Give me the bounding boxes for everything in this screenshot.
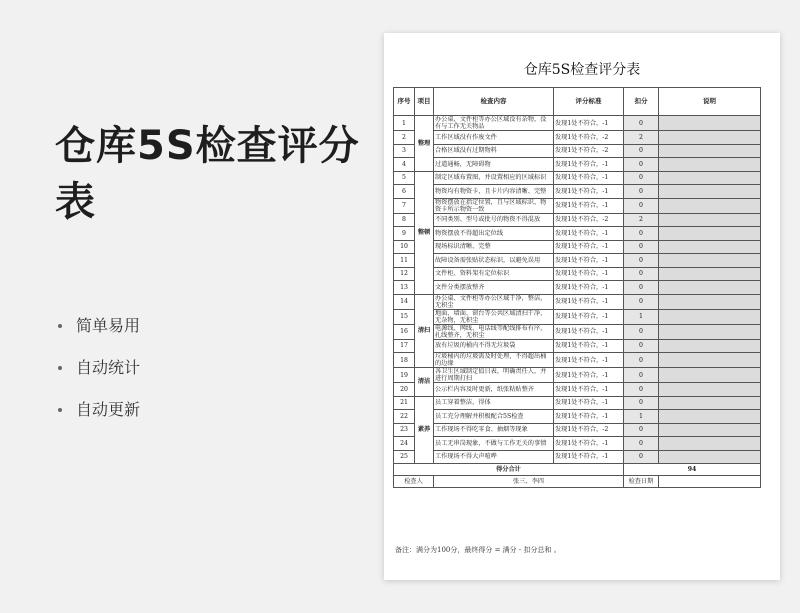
deduction-cell[interactable]: 0: [624, 185, 659, 199]
score-table: [393, 87, 761, 488]
deduction-cell[interactable]: 0: [624, 396, 659, 410]
deduction-cell[interactable]: 0: [624, 353, 659, 368]
check-content: 办公桌、文件柜等办公区域干净，整洁，无积尘: [434, 294, 554, 309]
row-no: 1: [394, 116, 415, 131]
row-no: 6: [394, 185, 415, 199]
total-label: 得分合计: [394, 464, 624, 476]
sheet-title: 仓库5S检查评分表: [523, 62, 641, 78]
check-content: 办公桌、文件柜等办公区域没有杂物，没有与工作无关物品: [434, 116, 554, 131]
inspector-label: 检查人: [394, 476, 434, 488]
note-cell[interactable]: [659, 171, 761, 185]
deduction-cell[interactable]: 0: [624, 116, 659, 131]
table-row: [394, 227, 761, 241]
deduction-cell[interactable]: 0: [624, 240, 659, 254]
note-cell[interactable]: [659, 281, 761, 295]
deduction-cell[interactable]: 0: [624, 171, 659, 185]
row-no: 5: [394, 171, 415, 185]
feature-item: [58, 312, 140, 354]
score-standard: 发现1处不符合，-1: [554, 227, 624, 241]
check-content: 不同类别、型号或批号的物资不得混放: [434, 213, 554, 227]
deduction-cell[interactable]: 0: [624, 368, 659, 383]
date-value[interactable]: [659, 476, 761, 488]
check-content: 合格区域没有过期物料: [434, 144, 554, 158]
score-standard: 发现1处不符合，-1: [554, 240, 624, 254]
check-content: 电源线、网线、电话线等配线排布有序，扎线整齐，无积尘: [434, 324, 554, 339]
check-content: 员工穿着整洁、得体: [434, 396, 554, 410]
feature-label: 自动更新: [76, 400, 141, 419]
feature-label: 自动统计: [76, 358, 141, 377]
check-content: 员工充分理解并积极配合5S检查: [434, 410, 554, 424]
score-standard: 发现1处不符合，-1: [554, 158, 624, 172]
note-cell[interactable]: [659, 368, 761, 383]
header-standard: 评分标准: [554, 88, 624, 116]
inspector-row: [394, 476, 761, 488]
header-note: 说明: [659, 88, 761, 116]
score-standard: 发现1处不符合，-2: [554, 144, 624, 158]
row-no: 2: [394, 131, 415, 145]
score-standard: 发现1处不符合，-2: [554, 423, 624, 437]
deduction-cell[interactable]: 0: [624, 339, 659, 353]
check-content: 过道通畅，无障碍物: [434, 158, 554, 172]
score-standard: 发现1处不符合，-2: [554, 131, 624, 145]
remark-text: 备注：满分为100分，最终得分 = 满分 - 扣分总和 。: [395, 546, 561, 554]
bullet-dot-icon: [58, 324, 62, 328]
header-content: 检查内容: [434, 88, 554, 116]
note-cell[interactable]: [659, 240, 761, 254]
table-row: [394, 198, 761, 213]
deduction-cell[interactable]: 2: [624, 213, 659, 227]
note-cell[interactable]: [659, 158, 761, 172]
table-row: [394, 353, 761, 368]
row-no: 20: [394, 383, 415, 397]
deduction-cell[interactable]: 0: [624, 450, 659, 464]
check-content: 物资摆放不得超出定位线: [434, 227, 554, 241]
category-label: 整顿: [415, 171, 434, 294]
table-row: [394, 267, 761, 281]
deduction-cell[interactable]: 1: [624, 309, 659, 324]
score-standard: 发现1处不符合，-1: [554, 171, 624, 185]
note-cell[interactable]: [659, 213, 761, 227]
row-no: 10: [394, 240, 415, 254]
row-no: 17: [394, 339, 415, 353]
spreadsheet-preview: [384, 33, 780, 580]
header-score: 扣分: [624, 88, 659, 116]
score-standard: 发现1处不符合，-1: [554, 185, 624, 199]
bullet-dot-icon: [58, 366, 62, 370]
table-row: [394, 158, 761, 172]
category-label: 清洁: [415, 368, 434, 397]
row-no: 12: [394, 267, 415, 281]
feature-list: [58, 312, 140, 438]
inspector-value[interactable]: 张三、李四: [434, 476, 624, 488]
score-standard: 发现1处不符合，-1: [554, 281, 624, 295]
deduction-cell[interactable]: 0: [624, 254, 659, 268]
table-row: [394, 185, 761, 199]
score-standard: 发现1处不符合，-1: [554, 437, 624, 451]
table-row: [394, 116, 761, 131]
table-row: [394, 254, 761, 268]
note-cell[interactable]: [659, 423, 761, 437]
total-value: 94: [624, 464, 761, 476]
check-content: 现场标识清晰、完整: [434, 240, 554, 254]
score-standard: 发现1处不符合，-1: [554, 294, 624, 309]
note-cell[interactable]: [659, 116, 761, 131]
row-no: 19: [394, 368, 415, 383]
score-standard: 发现1处不符合，-2: [554, 213, 624, 227]
score-standard: 发现1处不符合，-1: [554, 450, 624, 464]
note-cell[interactable]: [659, 410, 761, 424]
score-standard: 发现1处不符合，-1: [554, 410, 624, 424]
note-cell[interactable]: [659, 437, 761, 451]
row-no: 13: [394, 281, 415, 295]
check-content: 工作区域没有作废文件: [434, 131, 554, 145]
table-row: [394, 171, 761, 185]
deduction-cell[interactable]: 0: [624, 423, 659, 437]
note-cell[interactable]: [659, 396, 761, 410]
row-no: 24: [394, 437, 415, 451]
category-label: 整理: [415, 116, 434, 172]
row-no: 9: [394, 227, 415, 241]
deduction-cell[interactable]: 0: [624, 144, 659, 158]
feature-label: 简单易用: [76, 316, 141, 335]
row-no: 4: [394, 158, 415, 172]
deduction-cell[interactable]: 0: [624, 437, 659, 451]
table-row: [394, 281, 761, 295]
table-row: [394, 294, 761, 309]
note-cell[interactable]: [659, 309, 761, 324]
row-no: 23: [394, 423, 415, 437]
row-no: 18: [394, 353, 415, 368]
row-no: 11: [394, 254, 415, 268]
check-content: 工作现场不得吃零食、抽烟等现象: [434, 423, 554, 437]
table-row: [394, 324, 761, 339]
check-content: 故障设备需张贴状态标识，以避免误用: [434, 254, 554, 268]
deduction-cell[interactable]: 0: [624, 324, 659, 339]
table-row: [394, 396, 761, 410]
row-no: 7: [394, 198, 415, 213]
header-item: 项目: [415, 88, 434, 116]
deduction-cell[interactable]: 2: [624, 131, 659, 145]
check-content: 文件分类摆放整齐: [434, 281, 554, 295]
table-body: [394, 116, 761, 464]
check-content: 公示栏内容及时更新，纸张粘贴整齐: [434, 383, 554, 397]
hero-title: 仓库5S检查评分表: [55, 123, 360, 225]
deduction-cell[interactable]: 0: [624, 158, 659, 172]
note-cell[interactable]: [659, 198, 761, 213]
score-standard: 发现1处不符合，-1: [554, 324, 624, 339]
score-standard: 发现1处不符合，-1: [554, 254, 624, 268]
check-content: 垃圾桶内的垃圾需及时处理，不得超出桶的边缘: [434, 353, 554, 368]
check-content: 工作现场不得大声喧哗: [434, 450, 554, 464]
table-row: [394, 437, 761, 451]
check-content: 地面、墙面、窗台等公共区域清扫干净，无杂物，无积尘: [434, 309, 554, 324]
table-row: [394, 144, 761, 158]
note-cell[interactable]: [659, 383, 761, 397]
note-cell[interactable]: [659, 254, 761, 268]
score-standard: 发现1处不符合，-1: [554, 368, 624, 383]
category-label: 清扫: [415, 294, 434, 368]
feature-item: [58, 396, 140, 438]
deduction-cell[interactable]: 0: [624, 227, 659, 241]
score-standard: 发现1处不符合，-1: [554, 198, 624, 213]
note-cell[interactable]: [659, 353, 761, 368]
total-row: [394, 464, 761, 476]
note-cell[interactable]: [659, 339, 761, 353]
deduction-cell[interactable]: 0: [624, 281, 659, 295]
table-row: [394, 131, 761, 145]
table-row: [394, 339, 761, 353]
note-cell[interactable]: [659, 294, 761, 309]
row-no: 25: [394, 450, 415, 464]
check-content: 员工无串岗现象，不做与工作无关的事情: [434, 437, 554, 451]
table-row: [394, 309, 761, 324]
table-row: [394, 213, 761, 227]
table-row: [394, 410, 761, 424]
note-cell[interactable]: [659, 131, 761, 145]
table-row: [394, 240, 761, 254]
row-no: 16: [394, 324, 415, 339]
score-standard: 发现1处不符合，-1: [554, 309, 624, 324]
note-cell[interactable]: [659, 450, 761, 464]
row-no: 22: [394, 410, 415, 424]
bullet-dot-icon: [58, 408, 62, 412]
score-standard: 发现1处不符合，-1: [554, 267, 624, 281]
category-label: 素养: [415, 396, 434, 464]
check-content: 物资均有物资卡，且卡片内容清晰、完整: [434, 185, 554, 199]
score-standard: 发现1处不符合，-1: [554, 396, 624, 410]
deduction-cell[interactable]: 0: [624, 294, 659, 309]
deduction-cell[interactable]: 0: [624, 383, 659, 397]
row-no: 8: [394, 213, 415, 227]
deduction-cell[interactable]: 0: [624, 267, 659, 281]
table-row: [394, 450, 761, 464]
note-cell[interactable]: [659, 267, 761, 281]
note-cell[interactable]: [659, 185, 761, 199]
row-no: 3: [394, 144, 415, 158]
header-no: 序号: [394, 88, 415, 116]
check-content: 制定区域布置图，并设置相应的区域标识: [434, 171, 554, 185]
row-no: 15: [394, 309, 415, 324]
check-content: 文件柜、资料架有定位标识: [434, 267, 554, 281]
table-row: [394, 368, 761, 383]
check-content: 放有垃圾的桶内不得无垃圾袋: [434, 339, 554, 353]
score-standard: 发现1处不符合，-1: [554, 339, 624, 353]
note-cell[interactable]: [659, 227, 761, 241]
table-header-row: [394, 88, 761, 116]
check-content: 物资摆放在指定位置，且与区域标识、物资卡所示物资一致: [434, 198, 554, 213]
score-standard: 发现1处不符合，-1: [554, 116, 624, 131]
score-standard: 发现1处不符合，-1: [554, 383, 624, 397]
note-cell[interactable]: [659, 144, 761, 158]
row-no: 21: [394, 396, 415, 410]
check-content: 各卫生区域制定值日表，明确责任人，并进行周期打扫: [434, 368, 554, 383]
deduction-cell[interactable]: 0: [624, 198, 659, 213]
table-row: [394, 423, 761, 437]
note-cell[interactable]: [659, 324, 761, 339]
table-row: [394, 383, 761, 397]
date-label: 检查日期: [624, 476, 659, 488]
deduction-cell[interactable]: 1: [624, 410, 659, 424]
score-standard: 发现1处不符合，-1: [554, 353, 624, 368]
feature-item: [58, 354, 140, 396]
row-no: 14: [394, 294, 415, 309]
